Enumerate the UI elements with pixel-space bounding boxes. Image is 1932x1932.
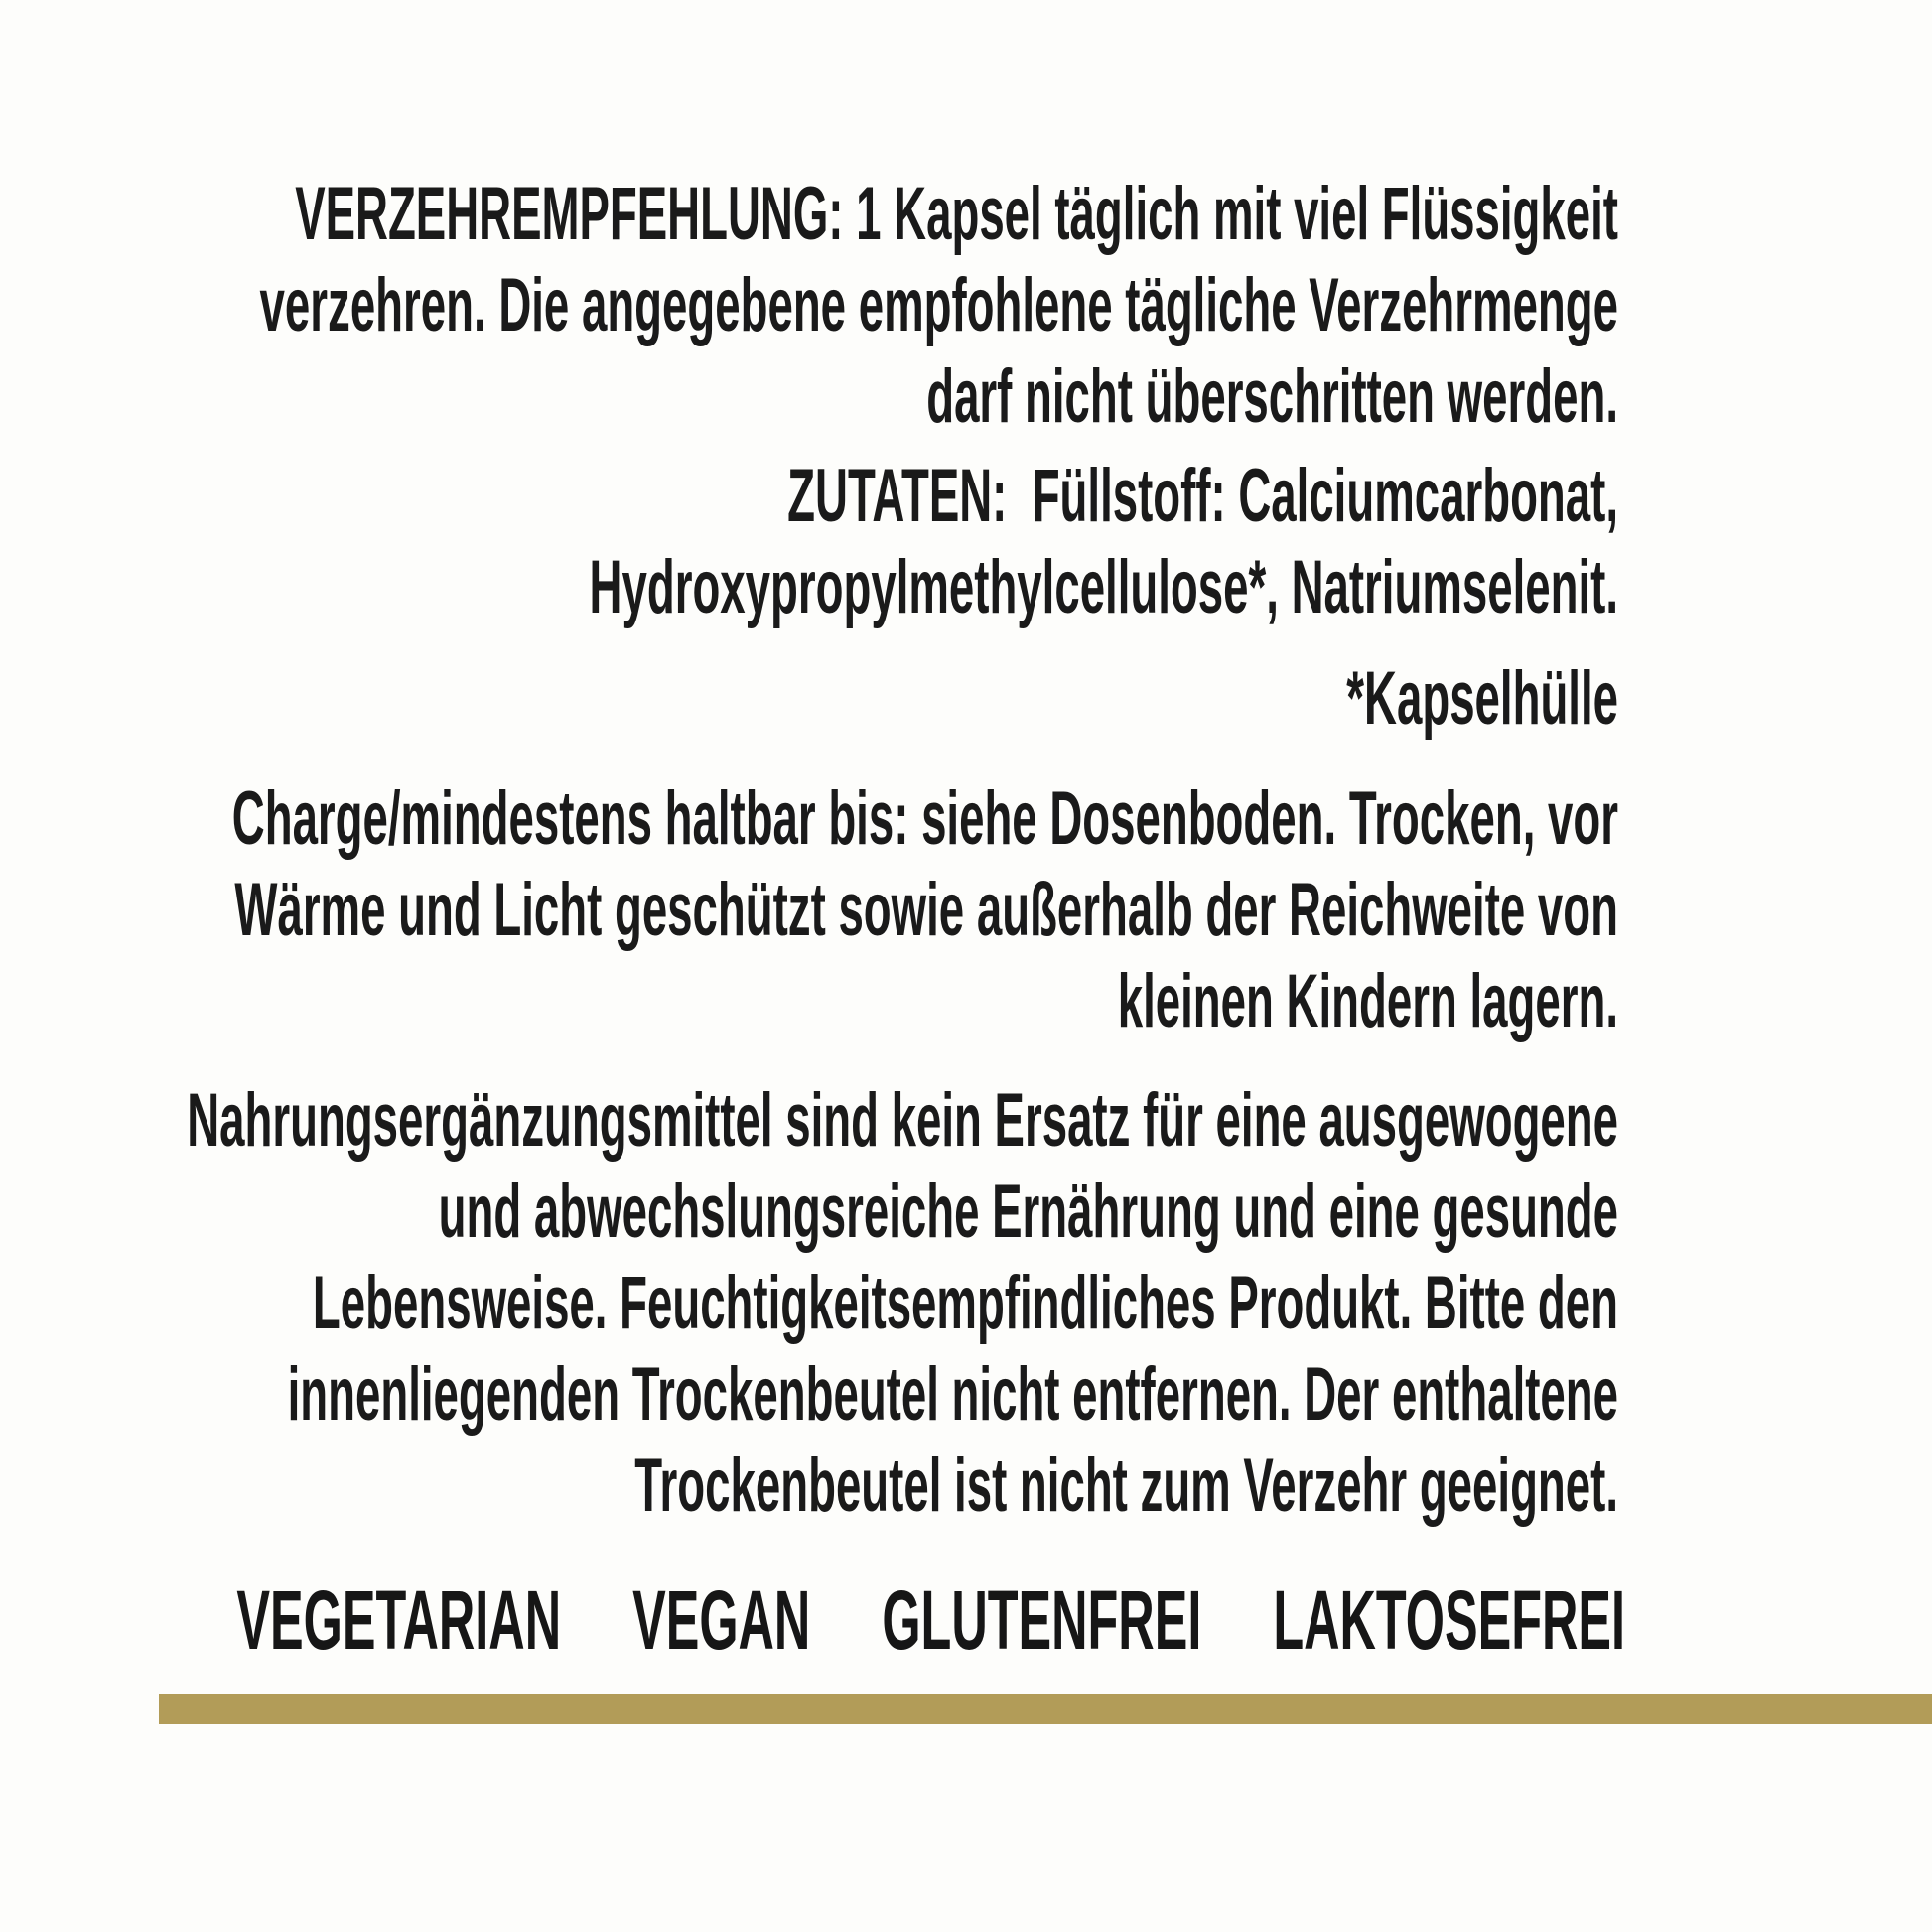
dosage-paragraph — [0, 169, 1618, 443]
disclaimer-line: Lebensweise. Feuchtigkeitsempfindliches Produkt. Bitte den — [312, 1261, 1618, 1345]
storage-line: Wärme und Licht geschützt sowie außerhalb der Reichweite von — [234, 868, 1618, 952]
label-text-block — [0, 169, 1618, 1532]
disclaimer-line: innenliegenden Trockenbeutel nicht entfernen. Der enthaltene — [287, 1352, 1618, 1437]
dosage-line: VERZEHREMPFEHLUNG: 1 Kapsel täglich mit viel Flüssigkeit — [295, 172, 1619, 256]
gold-divider-bar — [159, 1694, 1932, 1724]
capsule-note-line: *Kapselhülle — [1346, 656, 1618, 741]
ingredients-paragraph — [0, 451, 1618, 633]
ingredients-line: ZUTATEN: Füllstoff: Calciumcarbonat, — [787, 454, 1618, 538]
dosage-line: darf nicht überschritten werden. — [926, 354, 1618, 439]
badge-vegan: VEGAN — [632, 1574, 811, 1667]
disclaimer-line: und abwechslungsreiche Ernährung und eine gesunde — [438, 1170, 1618, 1254]
diet-badges-row — [236, 1575, 1625, 1666]
badge-lactosefree: LAKTOSEFREI — [1273, 1574, 1625, 1667]
ingredients-line: Hydroxypropylmethylcellulose*, Natriumselenit. — [589, 545, 1618, 629]
storage-line: Charge/mindestens haltbar bis: siehe Dosenboden. Trocken, vor — [231, 776, 1618, 861]
badge-vegetarian: VEGETARIAN — [236, 1574, 562, 1667]
storage-line: kleinen Kindern lagern. — [1117, 959, 1618, 1043]
dosage-line: verzehren. Die angegebene empfohlene tägliche Verzehrmenge — [259, 263, 1618, 347]
disclaimer-line: Trockenbeutel ist nicht zum Verzehr geeignet. — [634, 1444, 1618, 1528]
disclaimer-paragraph — [0, 1075, 1618, 1532]
storage-paragraph — [0, 773, 1618, 1047]
badge-glutenfree: GLUTENFREI — [882, 1574, 1202, 1667]
disclaimer-line: Nahrungsergänzungsmittel sind kein Ersatz für eine ausgewogene — [187, 1078, 1618, 1163]
capsule-note — [0, 653, 1618, 745]
